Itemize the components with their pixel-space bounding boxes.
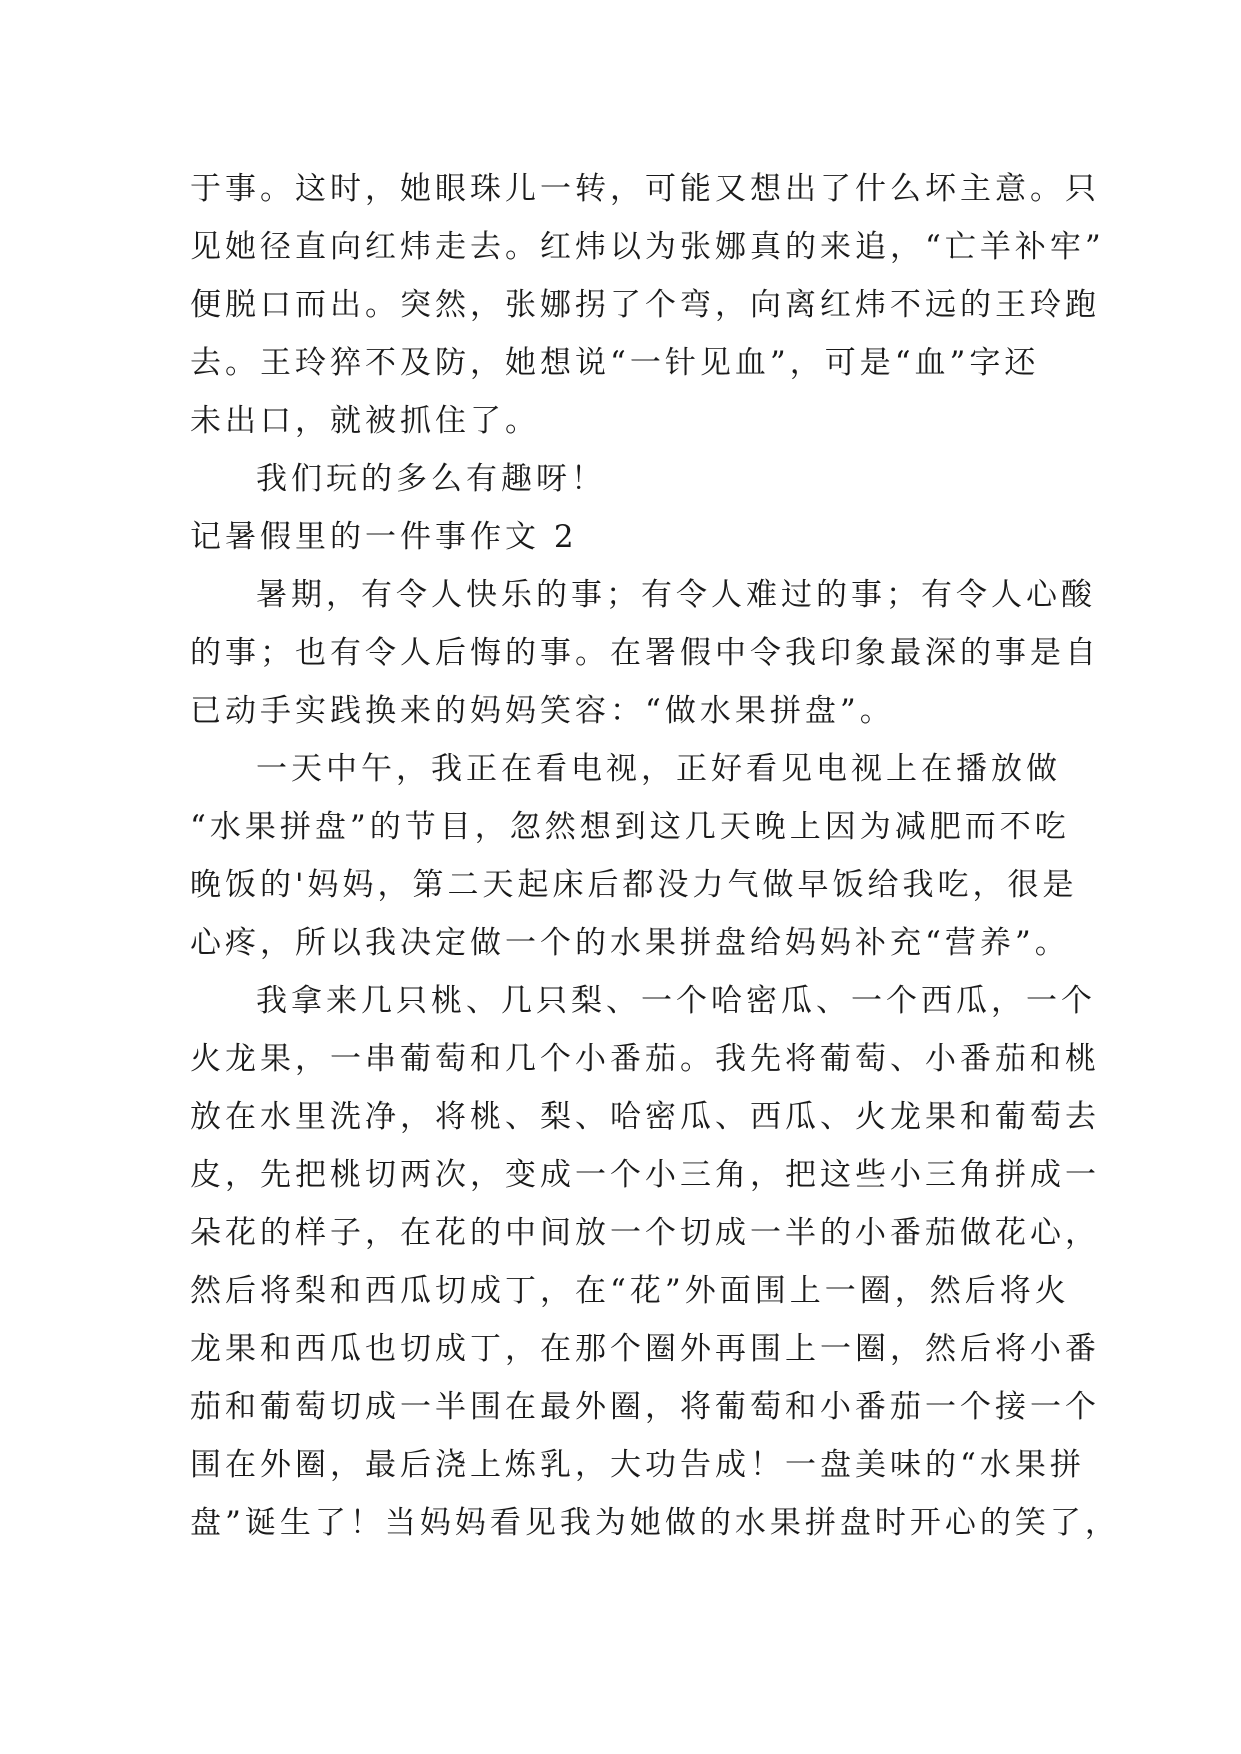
essay-heading: 记暑假里的一件事作文 2 xyxy=(190,519,578,555)
paragraph-line: 心疼，所以我决定做一个的水果拼盘给妈妈补充“营养”。 xyxy=(190,925,1070,961)
paragraph-line: 已动手实践换来的妈妈笑容：“做水果拼盘”。 xyxy=(190,693,895,729)
paragraph-line: 我拿来几只桃、几只梨、一个哈密瓜、一个西瓜，一个 xyxy=(256,983,1096,1019)
paragraph-line: 暑期，有令人快乐的事；有令人难过的事；有令人心酸 xyxy=(256,577,1096,613)
paragraph-line: 未出口，就被抓住了。 xyxy=(190,403,540,439)
paragraph-line: 放在水里洗净，将桃、梨、哈密瓜、西瓜、火龙果和葡萄去 xyxy=(190,1099,1100,1135)
paragraph-line: 火龙果，一串葡萄和几个小番茄。我先将葡萄、小番茄和桃 xyxy=(190,1041,1100,1077)
paragraph-line: 见她径直向红炜走去。红炜以为张娜真的来追，“亡羊补牢” xyxy=(190,229,1105,265)
paragraph-line: 晚饭的'妈妈，第二天起床后都没力气做早饭给我吃，很是 xyxy=(190,867,1078,903)
paragraph-line: 盘”诞生了！当妈妈看见我为她做的水果拼盘时开心的笑了， xyxy=(190,1505,1120,1541)
paragraph-line: 皮，先把桃切两次，变成一个小三角，把这些小三角拼成一 xyxy=(190,1157,1100,1193)
paragraph-line: 一天中午，我正在看电视，正好看见电视上在播放做 xyxy=(256,751,1061,787)
paragraph-line: 于事。这时，她眼珠儿一转，可能又想出了什么坏主意。只 xyxy=(190,171,1100,207)
paragraph-line: 的事；也有令人后悔的事。在署假中令我印象最深的事是自 xyxy=(190,635,1100,671)
paragraph-line: 便脱口而出。突然，张娜拐了个弯，向离红炜不远的王玲跑 xyxy=(190,287,1100,323)
paragraph-line: 围在外圈，最后浇上炼乳，大功告成！一盘美味的“水果拼 xyxy=(190,1447,1085,1483)
paragraph-line: 茄和葡萄切成一半围在最外圈，将葡萄和小番茄一个接一个 xyxy=(190,1389,1100,1425)
paragraph-line: 龙果和西瓜也切成丁，在那个圈外再围上一圈，然后将小番 xyxy=(190,1331,1100,1367)
paragraph-line: 朵花的样子，在花的中间放一个切成一半的小番茄做花心， xyxy=(190,1215,1100,1251)
paragraph-line: 我们玩的多么有趣呀！ xyxy=(256,461,606,497)
essay-body xyxy=(190,160,1120,1552)
paragraph-line: “水果拼盘”的节目，忽然想到这几天晚上因为减肥而不吃 xyxy=(190,809,1070,845)
paragraph-line: 然后将梨和西瓜切成丁，在“花”外面围上一圈，然后将火 xyxy=(190,1273,1070,1309)
paragraph-line: 去。王玲猝不及防，她想说“一针见血”，可是“血”字还 xyxy=(190,345,1040,381)
